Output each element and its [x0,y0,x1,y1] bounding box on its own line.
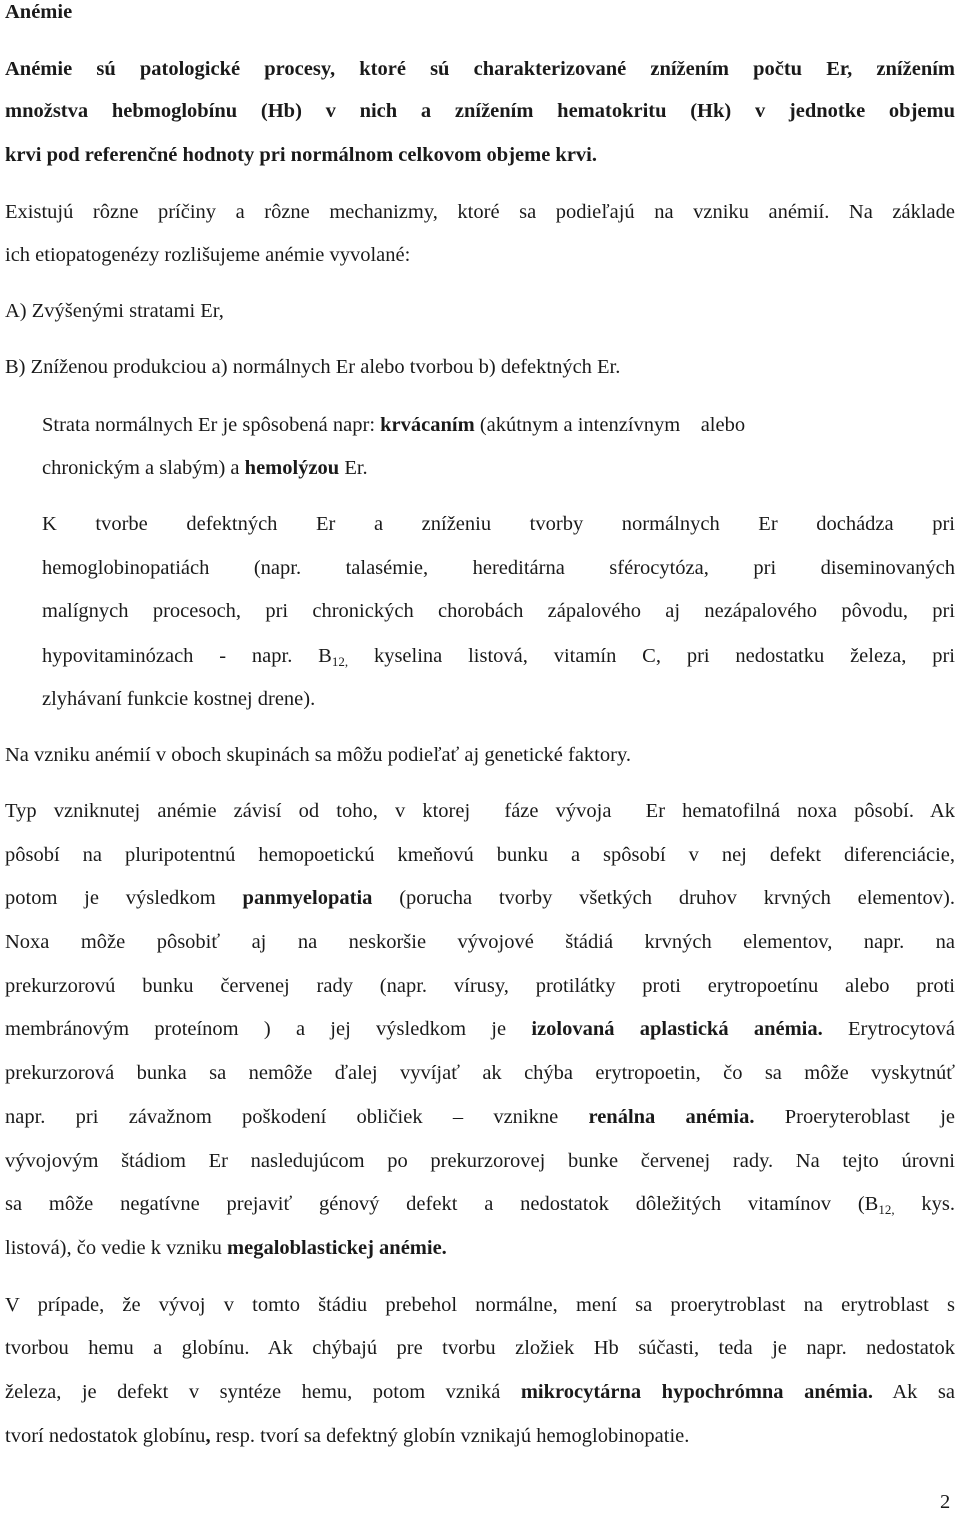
term-krvacanim: krvácaním [380,414,475,436]
normal-line-3: železa, je defekt v syntéze hemu, potom vzniká mikrocytárna hypochrómna anémia. Ak sa [5,1381,955,1403]
type-line-8: napr. pri závažnom poškodení obličiek – vznikne renálna anémia. Proeryteroblast je [5,1106,956,1128]
definition-line-3: krvi pod referenčné hodnoty pri normálnom celkovom objeme krvi. [5,144,597,166]
defects-line-4: hypovitaminózach - napr. $B_{12,}$ kyselina listová, vitamín C, pri nedostatku železa, pri [42,645,955,669]
defects-line-3: malígnych procesoch, pri chronických chorobách zápalového aj nezápalového pôvodu, pri [42,600,955,622]
type-line-6: membránovým proteínom ) a jej výsledkom je izolovaná aplastická anémia. Erytrocytová [5,1018,956,1040]
term-panmyelopatia: panmyelopatia [242,887,373,909]
page-number: 2 [940,1491,951,1513]
blood-loss-line-1: Strata normálnych Er je spôsobená napr: krvácaním (akútnym a intenzívnym alebo [42,414,746,436]
normal-line-1: V prípade, že vývoj v tomto štádiu prebehol normálne, mení sa proerytroblast na erytroblast s [5,1294,955,1316]
term-aplasticka-anemia: izolovaná aplastická anémia. [531,1018,823,1040]
type-line-1: Typ vzniknutej anémie závisí od toho, v ktorej fáze vývoja Er hematofilná noxa pôsobí. Ak [5,800,955,822]
defects-line-1: K tvorbe defektných Er a zníženiu tvorby normálnych Er dochádza pri [42,513,955,535]
defects-line-5: zlyhávaní funkcie kostnej drene). [42,688,316,710]
type-line-5: prekurzorovú bunku červenej rady (napr. vírusy, protilátky proti erytropoetínu alebo proti [5,975,955,997]
type-line-3: potom je výsledkom panmyelopatia (porucha tvorby všetkých druhov krvných elementov). [5,887,955,909]
term-hemolyzou: hemolýzou [244,457,340,479]
normal-line-2: tvorbou hemu a globínu. Ak chýbajú pre tvorbu zložiek Hb súčasti, teda je napr. nedostatok [5,1337,955,1359]
page-title: Anémie [5,1,73,23]
defects-line-2: hemoglobinopatiách (napr. talasémie, hereditárna sférocytóza, pri diseminovaných [42,557,955,579]
blood-loss-line-2: chronickým a slabým) a hemolýzou Er. [42,457,368,479]
term-renalna-anemia: renálna anémia. [588,1106,755,1128]
term-megaloblasticka-anemia: megaloblastickej anémie. [227,1237,447,1259]
list-item-b: B) Zníženou produkciou a) normálnych Er alebo tvorbou b) defektných Er. [5,356,621,378]
list-item-a: A) Zvýšenými stratami Er, [5,300,224,322]
definition-line-2: množstva hebmoglobínu (Hb) v nich a znížením hematokritu (Hk) v jednotke objemu [5,100,955,122]
type-line-7: prekurzorová bunka sa nemôže ďalej vyvíjať ak chýba erytropoetin, čo sa môže vyskytnúť [5,1062,955,1084]
type-line-9: vývojovým štádiom Er nasledujúcom po prekurzorovej bunke červenej rady. Na tejto úrovni [5,1150,955,1172]
definition-line-1: Anémie sú patologické procesy, ktoré sú charakterizované znížením počtu Er, znížením [5,58,955,80]
type-line-4: Noxa môže pôsobiť aj na neskoršie vývojové štádiá krvných elementov, napr. na [5,931,955,953]
genetic-factors-line: Na vzniku anémií v oboch skupinách sa môžu podieľať aj genetické faktory. [5,744,632,766]
normal-line-4: tvorí nedostatok globínu, resp. tvorí sa defektný globín vznikajú hemoglobinopatie. [5,1425,690,1447]
type-line-10: sa môže negatívne prejaviť génový defekt a nedostatok dôležitých vitamínov ($B_{12,}$ kys. [5,1193,955,1217]
type-line-11: listová), čo vedie k vzniku megaloblastickej anémie. [5,1237,447,1259]
type-line-2: pôsobí na pluripotentnú hemopoetickú kmeňovú bunku a spôsobí v nej defekt diferenciácie, [5,844,955,866]
causes-line-2: ich etiopatogenézy rozlišujeme anémie vyvolané: [5,244,411,266]
causes-line-1: Existujú rôzne príčiny a rôzne mechanizmy, ktoré sa podieľajú na vzniku anémií. Na základe [5,201,955,223]
term-mikrocytarna-anemia: mikrocytárna hypochrómna anémia. [520,1381,873,1403]
